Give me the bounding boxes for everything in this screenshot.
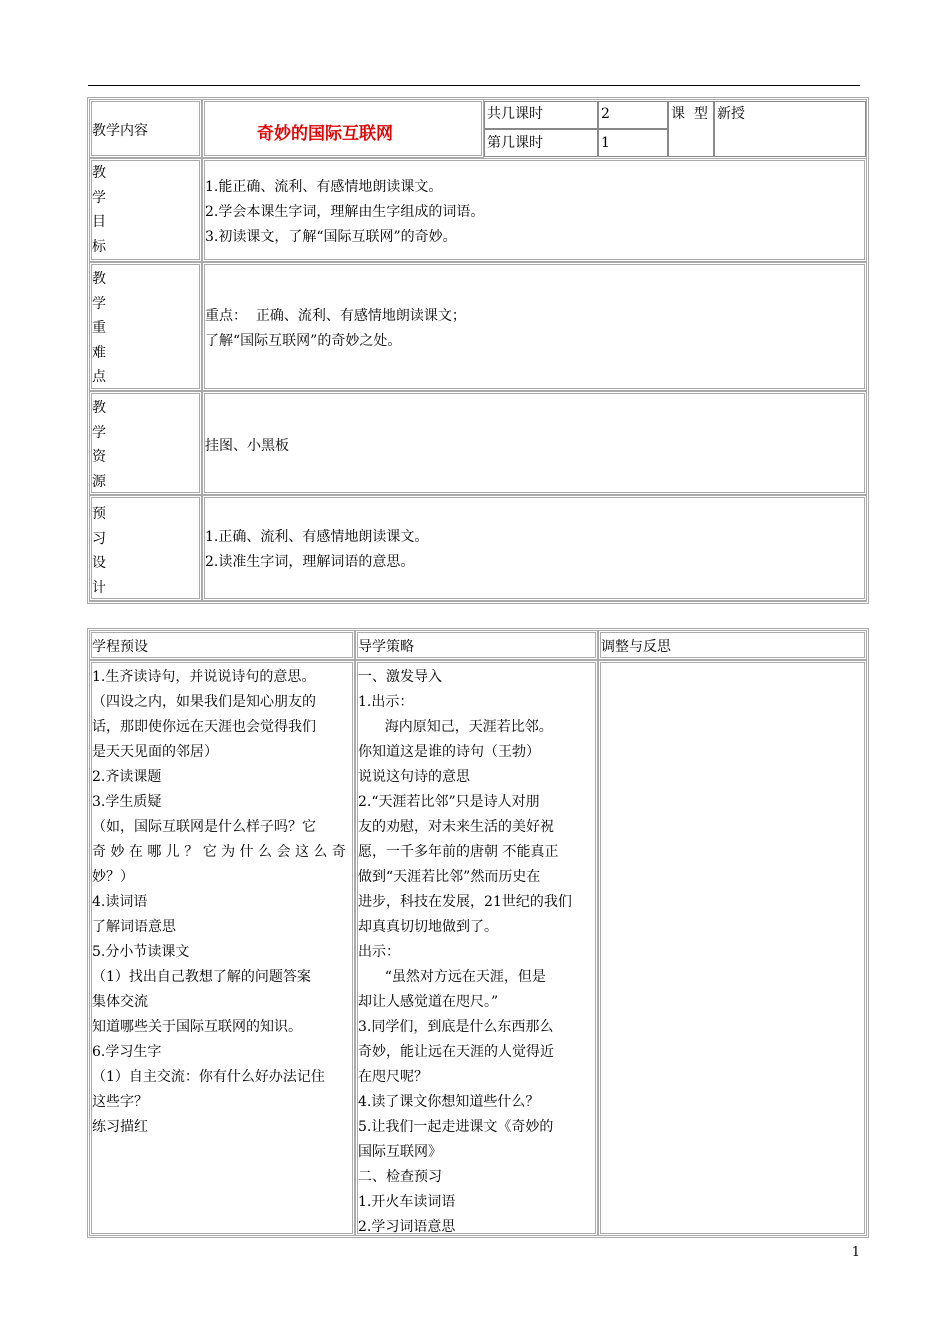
content-label: 教学内容: [92, 123, 148, 139]
process-col-2-cell: [355, 660, 598, 1236]
process-line: 却真真切切地做到了。: [358, 919, 498, 935]
preview-line: 1.正确、流利、有感情地朗读课文。: [205, 529, 429, 545]
process-header-1: [89, 630, 355, 660]
goals-label-char: 目: [92, 214, 106, 230]
preview-label: [92, 502, 112, 600]
process-line: 练习描红: [92, 1119, 148, 1135]
preview-label-char: 设: [92, 555, 106, 571]
process-line: 2.“天涯若比邻”只是诗人对朋: [358, 794, 540, 810]
process-line: 国际互联网》: [358, 1144, 442, 1160]
keypoints-label-char: 教: [92, 271, 106, 287]
resources-line: 挂图、小黑板: [205, 438, 289, 454]
keypoints-line: 了解“国际互联网”的奇妙之处。: [205, 333, 402, 349]
process-line: 二、检查预习: [358, 1169, 442, 1185]
goals-label-char: 标: [92, 238, 106, 255]
process-line: 出示：: [358, 944, 400, 960]
lesson-no-value-cell: [598, 129, 668, 157]
process-line: “虽然对方远在天涯，但是: [358, 969, 546, 985]
page-number: 1: [851, 1245, 860, 1260]
process-line: 这些字？: [92, 1094, 148, 1110]
process-line: 6.学习生字: [92, 1044, 162, 1060]
keypoints-label-char: 点: [92, 369, 106, 385]
process-line: 4.读词语: [92, 894, 148, 910]
lesson-no-value: 1: [601, 135, 610, 151]
goals-line: 1.能正确、流利、有感情地朗读课文。: [205, 179, 443, 195]
process-line: 妙？）: [92, 869, 134, 885]
preview-content-cell: [202, 495, 867, 601]
process-line: 2.学习词语意思: [358, 1219, 456, 1235]
process-line: 愿，一千多年前的唐朝 不能真正: [358, 844, 559, 860]
preview-label-cell: [89, 495, 202, 601]
process-line: 2.齐读课题: [92, 769, 162, 785]
process-line: （1）自主交流：你有什么好办法记住: [92, 1069, 325, 1085]
resources-content-cell: [202, 391, 867, 495]
preview-line: 2.读准生字词，理解词语的意思。: [205, 554, 415, 570]
process-line: 了解词语意思: [92, 919, 176, 935]
process-line: 你知道这是谁的诗句（王勃）: [358, 744, 540, 760]
goals-label-char: 教: [92, 165, 106, 181]
process-col-1: [92, 665, 356, 1140]
type-label-cell: [668, 101, 714, 157]
process-line: 知道哪些关于国际互联网的知识。: [92, 1019, 302, 1035]
content-label-cell: [89, 99, 202, 158]
process-line: 1.生齐读诗句，并说说诗句的意思。: [92, 669, 316, 685]
resources-label: [92, 396, 112, 494]
type-value-cell: [714, 101, 866, 157]
lesson-no-label-cell: [484, 129, 598, 157]
preview-label-char: 预: [92, 506, 106, 522]
resources-label-char: 教: [92, 400, 106, 416]
process-line: 进步，科技在发展，21世纪的我们: [358, 894, 572, 910]
process-line: 做到“天涯若比邻”然而历史在: [358, 869, 541, 885]
goals-content-cell: [202, 158, 867, 262]
process-line: （1）找出自己教想了解的问题答案: [92, 969, 311, 985]
type-value: 新授: [717, 106, 745, 122]
process-line: 友的劝慰，对未来生活的美好祝: [358, 819, 554, 835]
preview-label-char: 习: [92, 530, 106, 547]
total-hours-value-cell: [598, 101, 668, 129]
process-line: 5.分小节读课文: [92, 944, 190, 960]
top-rule: [88, 85, 860, 86]
process-line: 1.出示：: [358, 694, 414, 710]
goals-line: 2.学会本课生字词，理解由生字组成的词语。: [205, 204, 485, 220]
preview-label-char: 计: [92, 579, 106, 596]
process-header-3: [598, 630, 867, 660]
resources-label-char: 资: [92, 449, 106, 465]
keypoints-label-char: 难: [92, 344, 106, 361]
title-cell: [202, 99, 484, 158]
process-col-2: [358, 665, 599, 1240]
keypoints-content-cell: [202, 262, 867, 391]
process-col-3-cell: [598, 660, 867, 1236]
process-line: 奇 妙 在 哪 儿 ？ 它 为 什 么 会 这 么 奇: [92, 844, 346, 860]
process-line: 却让人感觉道在咫尺。”: [358, 994, 499, 1010]
resources-label-cell: [89, 391, 202, 495]
goals-line: 3.初读课文，了解“国际互联网”的奇妙。: [205, 229, 457, 245]
process-header-2: [355, 630, 598, 660]
goals-label-char: 学: [92, 189, 106, 206]
total-hours-value: 2: [601, 106, 610, 122]
keypoints-label-char: 学: [92, 295, 106, 312]
lesson-title: 奇妙的国际互联网: [257, 124, 393, 144]
process-line: 在咫尺呢？: [358, 1069, 428, 1085]
total-hours-label: 共几课时: [487, 106, 543, 122]
process-line: 3.同学们，到底是什么东西那么: [358, 1019, 554, 1035]
goals-label-cell: [89, 158, 202, 262]
resources-label-char: 源: [92, 473, 106, 490]
total-hours-label-cell: [484, 101, 598, 129]
process-line: 海内原知己，天涯若比邻。: [358, 719, 553, 735]
keypoints-line: 重点： 正确、流利、有感情地朗读课文；: [205, 308, 466, 324]
process-col-1-cell: [89, 660, 355, 1236]
process-line: 5.让我们一起走进课文《奇妙的: [358, 1119, 554, 1135]
process-line: 说说这句诗的意思: [358, 769, 470, 785]
goals-label: [92, 161, 112, 259]
process-line: 1.开火车读词语: [358, 1194, 456, 1210]
process-header-label: 调整与反思: [601, 639, 671, 655]
process-line: 集体交流: [92, 994, 148, 1010]
process-header-label: 导学策略: [358, 639, 414, 655]
process-header-label: 学程预设: [92, 639, 148, 655]
process-line: （四设之内，如果我们是知心朋友的: [92, 694, 316, 710]
keypoints-label: [92, 267, 112, 390]
lesson-no-label: 第几课时: [487, 135, 543, 151]
process-line: （如，国际互联网是什么样子吗？它: [92, 819, 316, 835]
process-line: 话，那即使你远在天涯也会觉得我们: [92, 719, 316, 735]
resources-label-char: 学: [92, 424, 106, 441]
keypoints-label-cell: [89, 262, 202, 391]
process-line: 3.学生质疑: [92, 794, 162, 810]
process-line: 一、激发导入: [358, 669, 442, 685]
process-line: 是天天见面的邻居）: [92, 744, 218, 760]
process-line: 奇妙，能让远在天涯的人觉得近: [358, 1044, 554, 1060]
keypoints-label-char: 重: [92, 320, 106, 336]
process-line: 4.读了课文你想知道些什么？: [358, 1094, 540, 1110]
type-label: 课 型: [671, 106, 708, 122]
